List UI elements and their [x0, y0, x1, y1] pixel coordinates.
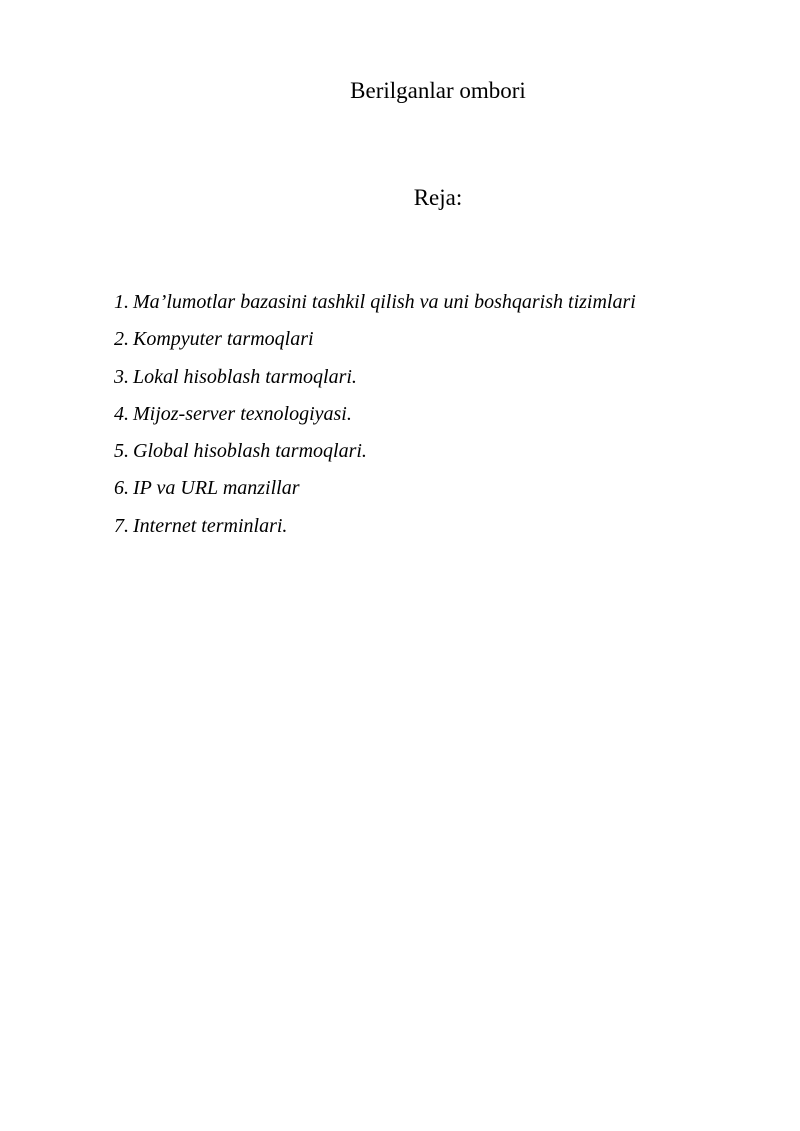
plan-item-number: 6. [114, 477, 129, 500]
plan-item-number: 7. [114, 514, 129, 537]
plan-list [114, 289, 636, 550]
plan-item-2 [114, 326, 636, 363]
plan-item-text: Internet terminlari. [133, 514, 288, 537]
plan-item-5 [114, 438, 636, 475]
plan-item-number: 1. [114, 291, 129, 313]
plan-item-text: Lokal hisoblash tarmoqlari. [133, 365, 357, 388]
plan-item-number: 2. [114, 328, 129, 351]
plan-item-3 [114, 364, 636, 401]
plan-item-text: Global hisoblash tarmoqlari. [133, 440, 367, 463]
plan-item-6 [114, 475, 636, 512]
plan-item-text: Ma’lumotlar bazasini tashkil qilish va uni boshqarish tizimlari [133, 291, 636, 313]
plan-item-7 [114, 513, 636, 550]
plan-item-number: 3. [114, 365, 129, 388]
plan-item-text: Mijoz-server texnologiyasi. [133, 402, 352, 425]
plan-item-1 [114, 289, 636, 326]
document-title: Berilganlar ombori [350, 78, 526, 103]
plan-item-number: 4. [114, 402, 129, 425]
plan-item-text: Kompyuter tarmoqlari [133, 328, 314, 351]
plan-heading: Reja: [413, 185, 463, 210]
plan-item-text: IP va URL manzillar [133, 477, 300, 500]
plan-item-4 [114, 401, 636, 438]
plan-item-number: 5. [114, 440, 129, 463]
